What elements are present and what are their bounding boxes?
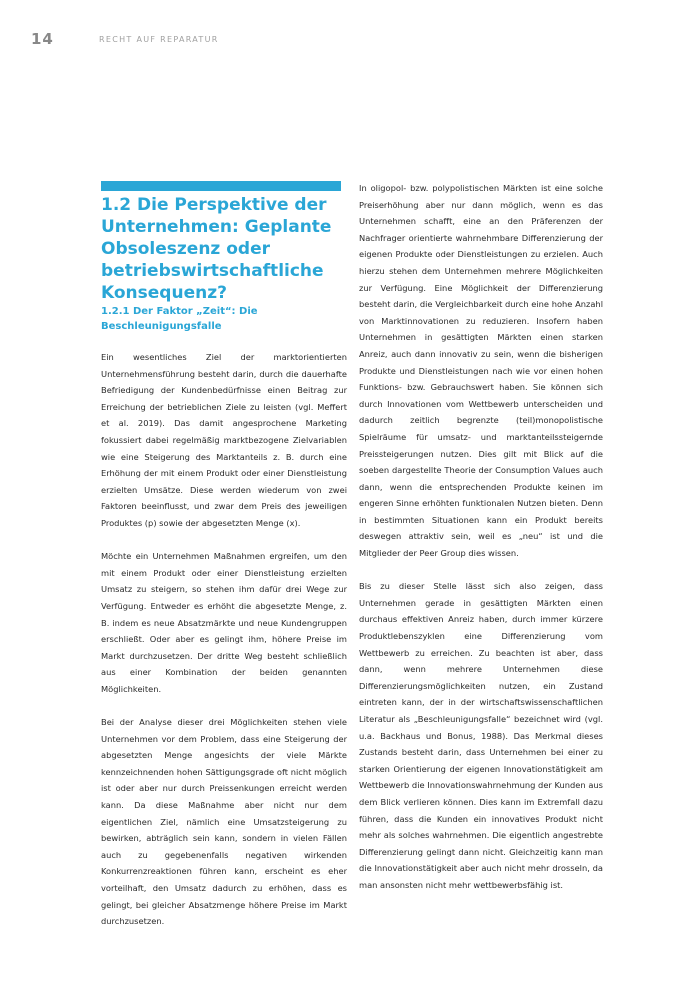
section-heading: 1.2 Die Perspektive der Unternehmen: Geplante Obsoleszenz oder betriebswirtschaftliche Konsequenz? [101,195,332,303]
running-title: RECHT AUF REPARATUR [99,35,219,44]
paragraph: Möchte ein Unternehmen Maßnahmen ergreifen, um den mit einem Produkt oder einer Dienstleistung erzielten Umsatz zu steigern, so stehen ihm dafür drei Wege zur Verfügung. Entweder es erhöht die abgesetzte Menge, z. B. indem es neue Absatzmärkte und neue Kundengruppen erschließt. Oder aber es gelingt ihm, höhere Preise im Markt durchzusetzen. Der dritte Weg besteht schließlich aus einer Kombination der beiden genannten Möglichkeiten. [101,551,347,694]
paragraph: In oligopol- bzw. polypolistischen Märkten ist eine solche Preiserhöhung aber nur dann möglich, wenn es das Unternehmen schafft, eine an den Präferenzen der Nachfrager orientierte wahrnehmbare Differenzierung der eigenen Produkte oder Dienstleistungen zu erzielen. Auch hierzu stehen dem Unternehmen mehrere Möglichkeiten zur Verfügung. Eine Möglichkeit der Differenzierung besteht darin, die Vergleichbarkeit durch eine hohe Anzahl von Marktinnovationen zu reduzieren. Insofern haben Unternehmen in gesättigten Märkten einen starken Anreiz, auch dann innovativ zu sein, wenn die bisherigen Produkte und Dienstleistungen nach wie vor einen hohen Funktions- bzw. Gebrauchswert haben. Sie können sich durch Innovationen vom Wettbewerb unterscheiden und dadurch zeitlich begrenzte (teil)monopolistische Spielräume für umsatz- und marktanteilssteigernde Preissteigerungen nutzen. Dies gilt mit Blick auf die soeben dargestellte Theorie der Consumption Values auch dann, wenn die entsprechenden Produkte keinen im engeren Sinne erhöhten funktionalen Nutzen bieten. Denn in bestimmten Situationen kann ein Produkt bereits deswegen attraktiv sein, weil es „neu“ ist und die Mitglieder der Peer Group dies wissen. [359,183,603,559]
right-text-column [359,180,603,894]
page-number: 14 [31,30,54,48]
left-text-column [101,349,347,930]
paragraph: Ein wesentliches Ziel der marktorientierten Unternehmensführung besteht darin, durch die dauerhafte Befriedigung der Kundenbedürfnisse einen Beitrag zur Erreichung der betrieblichen Ziele zu leisten (vgl. Meffert et al. 2019). Das damit angesprochene Marketing fokussiert dabei regelmäßig marktbezogene Zielvariablen wie eine Steigerung des Marktanteils z. B. durch eine Erhöhung der mit einem Produkt oder einer Dienstleistung erzielten Umsätze. Diese werden wiederum von zwei Faktoren beeinflusst, und zwar dem Preis des jeweiligen Produktes (p) sowie der abgesetzten Menge (x). [101,352,347,528]
paragraph: Bei der Analyse dieser drei Möglichkeiten stehen viele Unternehmen vor dem Problem, dass eine Steigerung der abgesetzten Menge angesichts der viele Märkte kennzeichnenden hohen Sättigungsgrade oft nicht möglich ist oder aber nur durch Preissenkungen erreicht werden kann. Da diese Maßnahme aber nicht nur dem eigentlichen Ziel, nämlich eine Umsatzsteigerung zu bewirken, abträglich sein kann, sondern in vielen Fällen auch zu gegebenenfalls negativen wirkenden Konkurrenzreaktionen führen kann, erscheint es eher vorteilhaft, den Umsatz dadurch zu erhöhen, dass es gelingt, bei gleicher Absatzmenge höhere Preise im Markt durchzusetzen. [101,717,347,927]
section-accent-bar [101,181,341,191]
paragraph: Bis zu dieser Stelle lässt sich also zeigen, dass Unternehmen gerade in gesättigten Märkten einen durchaus effektiven Anreiz haben, durch immer kürzere Produktlebenszyklen eine Differenzierung vom Wettbewerb zu erreichen. Zu beachten ist aber, dass dann, wenn mehrere Unternehmen diese Differenzierungsmöglichkeiten nutzen, ein Zustand eintreten kann, der in der wirtschaftswissenschaftlichen Literatur als „Beschleunigungsfalle“ bezeichnet wird (vgl. u.a. Backhaus und Bonus, 1988). Das Merkmal dieses Zustands besteht darin, dass Unternehmen bei einer zu starken Orientierung der eigenen Innovationstätigkeit am Wettbewerb die Innovationswahrnehmung der Kunden aus dem Blick verlieren können. Dies kann im Extremfall dazu führen, dass die Kunden ein innovatives Produkt nicht mehr als solches wahrnehmen. Die eigentlich angestrebte Differenzierung gelingt dann nicht. Gleichzeitig kann man die Innovationstätigkeit aber auch nicht mehr drosseln, da man ansonsten nicht mehr wettbewerbsfähig ist. [359,581,603,890]
subsection-heading: 1.2.1 Der Faktor „Zeit“: Die Beschleunigungsfalle [101,306,258,332]
